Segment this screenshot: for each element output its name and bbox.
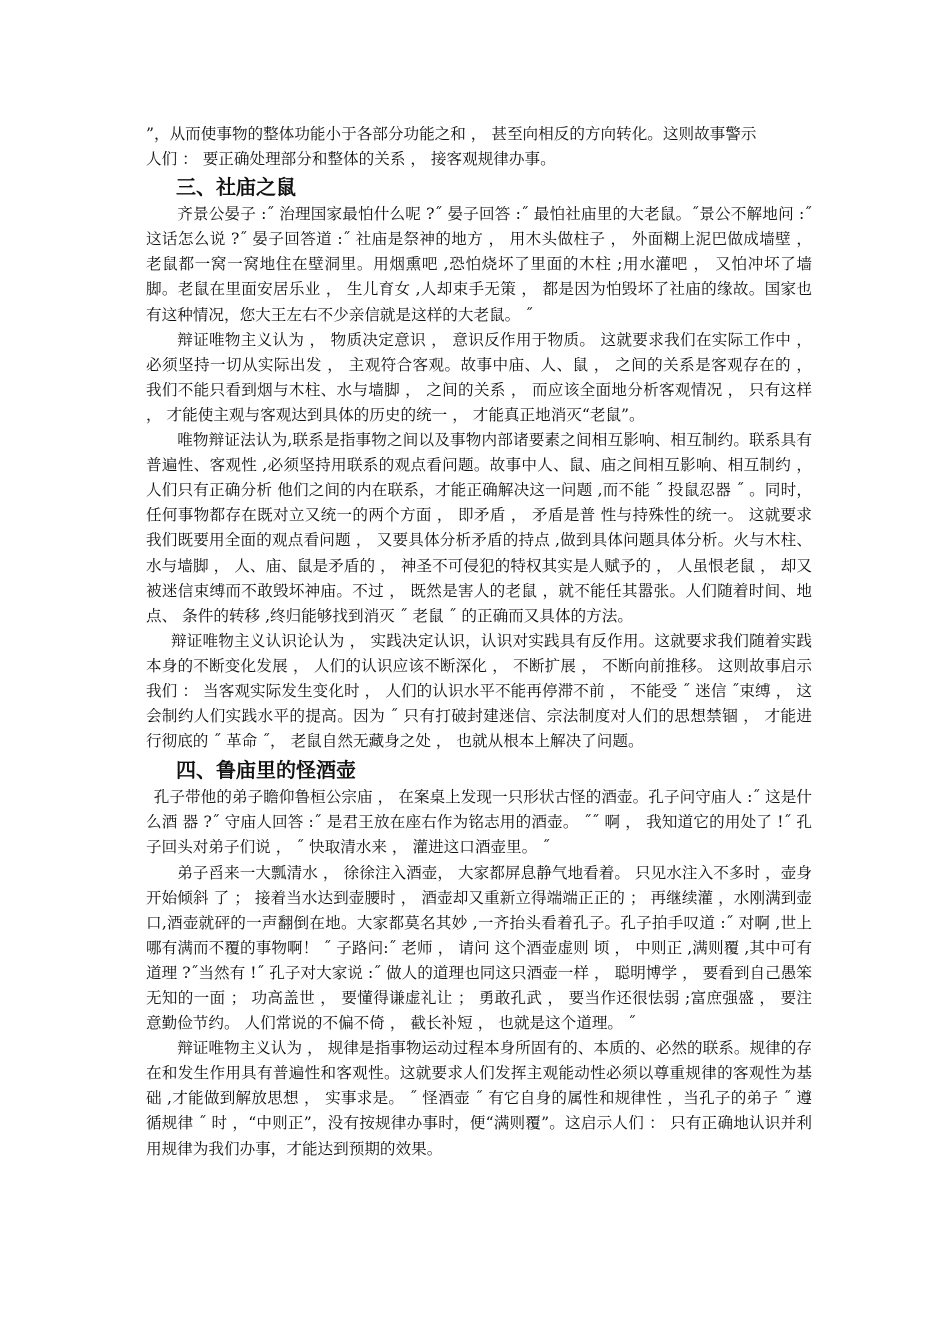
section-3-analysis-2: 唯物辩证法认为,联系是指事物之间以及事物内部诸要素之间相互影响、相互制约。联系具有普遍性、客观性 ,必须坚持用联系的观点看问题。故事中人、鼠、庙之间相互影响、相互制约 ， 人们只有正确分析 他们之间的内在联系，才能正确解决这一问题 ,而不能 ˝ 投鼠忍器 ˝ 。同时， 任何事物都存在既对立又统一的两个方面 ， 即矛盾 ， 矛盾是普 性与持殊性的统一。 这就要求我们既要用全面的观点看问题 ， 又要具体分析矛盾的持点 ,做到具体问题具体分析。火与木柱、水与墙脚 ， 人、庙、鼠是矛盾的 ， 神圣不可侵犯的特权其实是人赋予的 ， 人虽恨老鼠 ， 却又被迷信束缚而不敢毁坏神庙。不过 ， 既然是害人的老鼠 ，就不能任其嚣张。人们随着时间、地点、 条件的转移 ,终归能够找到消灭 ˝ 老鼠 ˝ 的正确而又具体的方法。 <box>146 431 812 625</box>
section-3-analysis-3: 辩证唯物主义认识论认为 ， 实践决定认识，认识对实践具有反作用。这就要求我们随着实践本身的不断变化发展 ， 人们的认识应该不断深化 ， 不断扩展 ， 不断向前推移。 这则故事启示我们 ： 当客观实际发生变化时 ， 人们的认识水平不能再停滞不前 ， 不能受 ˝ 迷信 ˝束缚 ， 这会制约人们实践水平的提高。因为 ˝ 只有打破封建迷信、宗法制度对人们的思想禁锢 ， 才能进行彻底的 ˝ 革命 ˝， 老鼠自然无藏身之处 ， 也就从根本上解决了问题。 <box>146 631 812 751</box>
section-4-heading: 四、鲁庙里的怪酒壶 <box>176 758 356 783</box>
section-3-analysis-1: 辩证唯物主义认为 ， 物质决定意识 ， 意识反作用于物质。 这就要求我们在实际工作中 ， 必须坚持一切从实际出发 ， 主观符合客观。故事中庙、人、鼠 ， 之间的关系是客观存在的 ， 我们不能只看到烟与木柱、水与墙脚 ， 之间的关系 ， 而应该全面地分析客观情况 ， 只有这样 ， 才能使主观与客观达到具体的历史的统一 ， 才能真正地消灭“老鼠”。 <box>146 330 812 424</box>
document-page <box>146 122 812 1162</box>
section-4-story-2: 弟子舀来一大瓢清水 ， 徐徐注入酒壶， 大家都屏息静气地看着。 只见水注入不多时 ，壶身开始倾斜 了 ； 接着当水达到壶腰时 ， 酒壶却又重新立得端端正正的 ； 再继续灌 ，水刚满到壶口,酒壶就砰的一声翻倒在地。大家都莫名其妙 ,一齐抬头看着孔子。孔子拍手叹道 :˝ 对啊 ,世上哪有满而不覆的事物啊！ ˝ 子路问:˝ 老师 ， 请问 这个酒壶虚则 顷 ， 中则正 ,满则覆 ,其中可有道理 ?˝当然有 !˝ 孔子对大家说 :˝ 做人的道理也同这只酒壶一样 ， 聪明博学 ， 要看到自己愚笨无知的一面 ； 功高盖世 ， 要懂得谦虚礼让 ； 勇敢孔武 ， 要当作还很怯弱 ;富庶强盛 ， 要注意勤俭节约。 人们常说的不偏不倚 ， 截长补短 ， 也就是这个道理。 ˝ <box>146 863 812 1033</box>
intro-line-1: ”，从而使事物的整体功能小于各部分功能之和 ， 甚至向相反的方向转化。这则故事警示 <box>146 125 757 143</box>
intro-line-2: 人们 ： 要正确处理部分和整体的关系 ， 接客观规律办事。 <box>146 150 556 169</box>
section-3-story: 齐景公晏子 :˝ 治理国家最怕什么呢 ?˝ 晏子回答 :˝ 最怕社庙里的大老鼠。˝景公不解地问 :˝ 这话怎么说 ?˝ 晏子回答道 :˝ 社庙是祭神的地方 ， 用木头做柱子 ， 外面糊上泥巴做成墙壁 ， 老鼠都一窝一窝地住在壁洞里。用烟熏吧 ,恐怕烧坏了里面的木柱 ;用水灌吧 ， 又怕冲坏了墙脚。老鼠在里面安居乐业 ， 生儿育女 ,人却束手无策 ， 都是因为怕毁坏了社庙的缘故。国家也有这种情况，您大王左右不少亲信就是这样的大老鼠。 ˝ <box>146 205 812 324</box>
section-4-analysis-1: 辩证唯物主义认为 ， 规律是指事物运动过程本身所固有的、本质的、必然的联系。规律的存在和发生作用具有普遍性和客观性。这就要求人们发挥主观能动性必须以尊重规律的客观性为基础 ,才能做到解放思想 ， 实事求是。 ˝ 怪酒壶 ˝ 有它自身的属性和规律性 ，当孔子的弟子 ˝ 遵循规律 ˝ 时 ，“中则正”，没有按规律办事时，便“满则覆”。这启示人们 ： 只有正确地认识并利用规律为我们办事，才能达到预期的效果。 <box>146 1039 812 1158</box>
section-3-heading: 三、社庙之鼠 <box>176 175 296 200</box>
section-4-story-1: 孔子带他的弟子瞻仰鲁桓公宗庙 ， 在案桌上发现一只形状古怪的酒壶。孔子问守庙人 :˝ 这是什么酒 器 ?˝ 守庙人回答 :˝ 是君王放在座右作为铭志用的酒壶。 ˝˝ 啊 ， 我知道它的用处了 !˝ 孔子回头对弟子们说 ， ˝ 快取清水来 ， 灌进这口酒壶里。 ˝ <box>146 788 812 857</box>
